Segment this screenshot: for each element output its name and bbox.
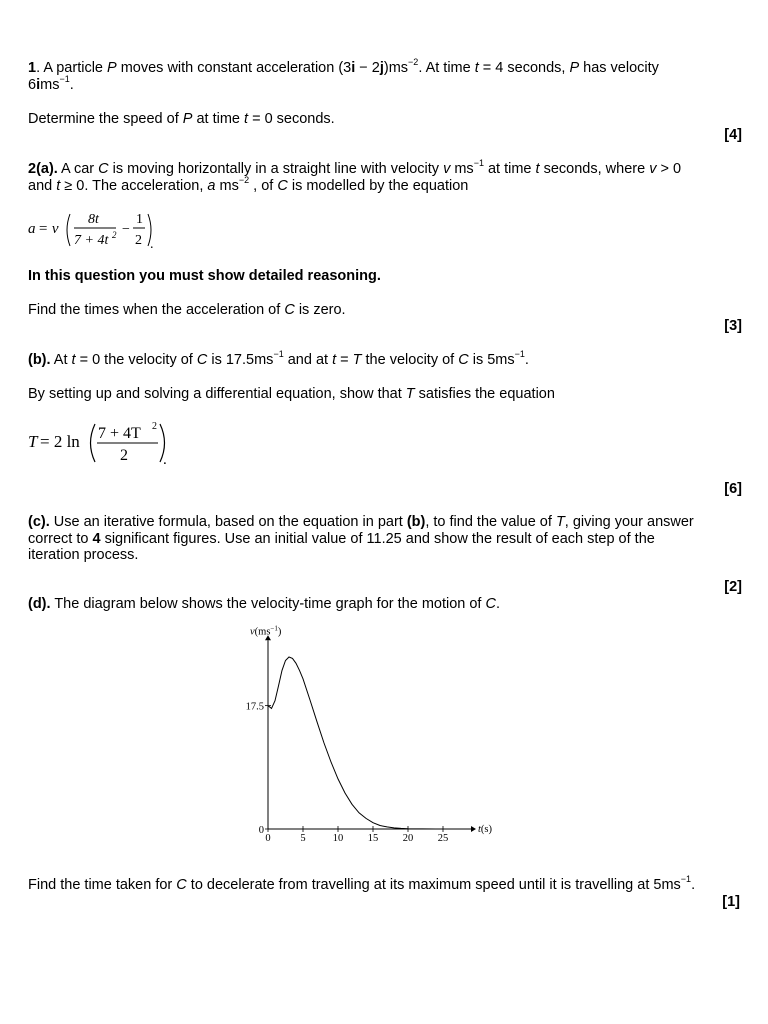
q1-var-p: P bbox=[182, 111, 193, 127]
q2d-text-part: . bbox=[691, 877, 696, 893]
velocity-time-graph bbox=[236, 624, 496, 850]
q2a-text-part: is moving horizontally in a straight line with velocity bbox=[108, 161, 444, 177]
eq-minus: − bbox=[122, 222, 130, 237]
q2a-text-part: is modelled by the equation bbox=[287, 177, 469, 194]
q1-text-part: moves with constant acceleration (3 bbox=[116, 60, 352, 76]
q2b-var-T: T bbox=[352, 352, 362, 368]
q1-text-part: . At time bbox=[418, 60, 475, 76]
q1-vec-i: i bbox=[351, 60, 356, 76]
q1-var-t: t bbox=[474, 60, 479, 76]
eq-T: T bbox=[28, 432, 38, 451]
x-axis-label-var: t bbox=[478, 824, 481, 835]
q2a-text-part: seconds, where bbox=[539, 161, 650, 177]
q1-vec-j: j bbox=[379, 60, 384, 76]
q2b-text-part: = 0 the velocity of bbox=[75, 352, 197, 368]
q2c-text-part: significant figures. Use an initial value of 11.25 and show the result of each step of the bbox=[100, 530, 655, 547]
eq-left-paren bbox=[91, 424, 96, 462]
q2a-text-part: and bbox=[28, 177, 57, 194]
q2d-text-part: The diagram below shows the velocity-time graph for the motion of bbox=[50, 596, 486, 612]
q2b-text-part: = bbox=[336, 352, 353, 368]
q2b-sup: −1 bbox=[514, 349, 525, 360]
eq-period: . bbox=[150, 237, 154, 252]
y-axis-label-close: ) bbox=[277, 626, 282, 638]
q2a-text-part: is zero. bbox=[294, 302, 346, 318]
q2d-var-c: C bbox=[176, 877, 187, 893]
q2a-var-v: v bbox=[443, 161, 451, 177]
x-axis-arrow bbox=[471, 826, 476, 832]
q2d-text bbox=[28, 596, 742, 613]
q2a-marks: [3] bbox=[724, 318, 742, 334]
q2b-label: (b). bbox=[28, 352, 51, 368]
q2a-var-c: C bbox=[277, 177, 288, 194]
eq-2ln: = 2 ln bbox=[40, 432, 80, 451]
eq-one: 1 bbox=[136, 212, 143, 227]
q1-var-t: t bbox=[244, 111, 249, 127]
q1-instruction bbox=[28, 111, 742, 128]
q2c-part-ref: (b) bbox=[406, 514, 426, 530]
x-axis-label-unit: (s) bbox=[480, 824, 493, 835]
eq-numerator: 8t bbox=[88, 212, 99, 227]
q1-text-part: = 0 seconds. bbox=[248, 111, 335, 127]
q2c-var-T: T bbox=[555, 514, 565, 530]
q2a-var-t: t bbox=[535, 161, 540, 177]
velocity-curve bbox=[268, 657, 464, 829]
q2c-sig-figs: 4 bbox=[92, 530, 101, 547]
q2a-var-c: C bbox=[98, 161, 109, 177]
eq-period: . bbox=[163, 452, 167, 468]
q2d-var-c: C bbox=[485, 596, 496, 612]
q2b-text-part: is 17.5ms bbox=[207, 352, 274, 368]
eq-equals-v: = v bbox=[38, 221, 59, 237]
q1-text-part: at time bbox=[192, 111, 245, 127]
q2b-var-t: t bbox=[71, 352, 76, 368]
q2b-var-c: C bbox=[458, 352, 469, 368]
q2b-text-part: the velocity of bbox=[361, 352, 459, 368]
q1-text-part: . A particle bbox=[36, 60, 108, 76]
eq-denominator: 2 bbox=[120, 447, 128, 464]
q2a-var-c: C bbox=[284, 302, 295, 318]
q2b-text bbox=[28, 349, 742, 369]
q2c-text bbox=[28, 514, 742, 564]
q1-text-part: )ms bbox=[383, 60, 409, 76]
q1-text-part: has velocity bbox=[579, 60, 659, 76]
eq-two: 2 bbox=[135, 233, 142, 248]
q2b-var-T: T bbox=[405, 386, 415, 402]
q2d-marks: [1] bbox=[722, 894, 740, 910]
q1-text-part: 6 bbox=[28, 76, 37, 93]
x-tick-label: 10 bbox=[332, 833, 344, 844]
q1-text-part: − 2 bbox=[355, 60, 380, 76]
q2c-label: (c). bbox=[28, 514, 50, 530]
q1-text-part: . bbox=[69, 76, 74, 93]
eq-denominator: 7 + 4t bbox=[74, 233, 109, 248]
q2d-label: (d). bbox=[28, 596, 51, 612]
eq-a: a bbox=[28, 221, 36, 237]
x-axis-label bbox=[478, 824, 493, 835]
q2d-sup: −1 bbox=[680, 874, 692, 885]
acceleration-equation bbox=[28, 206, 168, 254]
q2b-marks: [6] bbox=[724, 481, 742, 497]
q2b-instruction bbox=[28, 386, 742, 403]
q2b-text-part: . bbox=[524, 352, 529, 368]
y-tick-label: 0 bbox=[258, 825, 264, 836]
chart-ticks bbox=[246, 702, 449, 844]
q2a-var-a: a bbox=[207, 177, 216, 194]
q2a-text-part: A car bbox=[57, 161, 99, 177]
eq-numerator: 7 + 4T bbox=[98, 425, 141, 442]
q1-marks: [4] bbox=[724, 127, 742, 143]
q1-var-p: P bbox=[569, 60, 580, 76]
t-equation bbox=[28, 418, 188, 470]
y-axis-label-unit: (ms bbox=[254, 626, 271, 638]
q1-vec-i: i bbox=[36, 76, 41, 93]
q1-text-part: = 4 seconds, bbox=[478, 60, 570, 76]
q2a-text-part: ms bbox=[215, 177, 239, 194]
x-tick-label: 5 bbox=[300, 833, 306, 844]
q2a-text-part: ≥ 0. The acceleration, bbox=[60, 177, 208, 194]
q2a-sup: −1 bbox=[473, 158, 484, 169]
q2b-sup: −1 bbox=[273, 349, 284, 360]
q2b-text-part: is 5ms bbox=[468, 352, 515, 368]
q1-sup: −2 bbox=[408, 57, 419, 68]
x-tick-label: 15 bbox=[367, 833, 379, 844]
q2c-text-part: , to find the value of bbox=[425, 514, 556, 530]
q1-var-p: P bbox=[107, 60, 117, 76]
q2d-text-part: . bbox=[495, 596, 501, 612]
q2a-text-part: , of bbox=[249, 177, 278, 194]
q2c-text-part: Use an iterative formula, based on the equation in part bbox=[49, 514, 407, 530]
q2c-text-part: iteration process. bbox=[28, 547, 139, 563]
eq-square: 2 bbox=[152, 421, 157, 432]
q1-sup: −1 bbox=[59, 73, 70, 84]
q1-text-part: Determine the speed of bbox=[28, 111, 183, 127]
eq-left-paren bbox=[67, 214, 70, 246]
q2a-text-part: at time bbox=[483, 161, 536, 177]
q1-number: 1 bbox=[28, 60, 37, 76]
y-tick-label: 17.5 bbox=[245, 701, 264, 713]
q2a-sup: −2 bbox=[238, 174, 250, 185]
q2d-instruction bbox=[28, 874, 768, 894]
y-axis-label-sup: −1 bbox=[270, 624, 278, 633]
x-tick-label: 20 bbox=[402, 833, 414, 844]
q2c-text-part: , giving your answer bbox=[564, 514, 694, 530]
q2b-var-t: t bbox=[332, 352, 337, 368]
q2b-text-part: and at bbox=[283, 352, 333, 368]
q2d-text-part: to decelerate from travelling at its maximum speed until it is travelling at 5ms bbox=[186, 877, 681, 893]
q1-text bbox=[28, 57, 742, 93]
q2b-text-part: By setting up and solving a differential equation, show that bbox=[28, 386, 406, 402]
detailed-reasoning-note: In this question you must show detailed reasoning. bbox=[28, 268, 381, 284]
q2a-var-t: t bbox=[56, 177, 61, 194]
x-tick-label: 0 bbox=[265, 833, 271, 844]
eq-square: 2 bbox=[112, 230, 117, 240]
x-tick-label: 25 bbox=[437, 833, 449, 844]
q2a-text-part: > 0 bbox=[656, 161, 682, 177]
q2a-var-v: v bbox=[649, 161, 657, 177]
q2d-text-part: Find the time taken for bbox=[28, 877, 177, 893]
q2b-text-part: satisfies the equation bbox=[414, 386, 555, 402]
q2b-var-c: C bbox=[196, 352, 208, 368]
q1-text-part: ms bbox=[40, 76, 60, 93]
q2a-instruction bbox=[28, 302, 742, 319]
q2c-marks: [2] bbox=[724, 579, 742, 595]
q2a-number: 2(a). bbox=[28, 161, 58, 177]
q2c-text-part: correct to bbox=[28, 530, 93, 547]
q2a-text bbox=[28, 158, 742, 194]
q2a-text-part: ms bbox=[450, 161, 474, 177]
y-axis-label bbox=[250, 624, 282, 637]
q2b-text-part: At bbox=[50, 352, 72, 368]
y-axis-label-var: v bbox=[250, 626, 255, 638]
q2a-text-part: Find the times when the acceleration of bbox=[28, 302, 285, 318]
